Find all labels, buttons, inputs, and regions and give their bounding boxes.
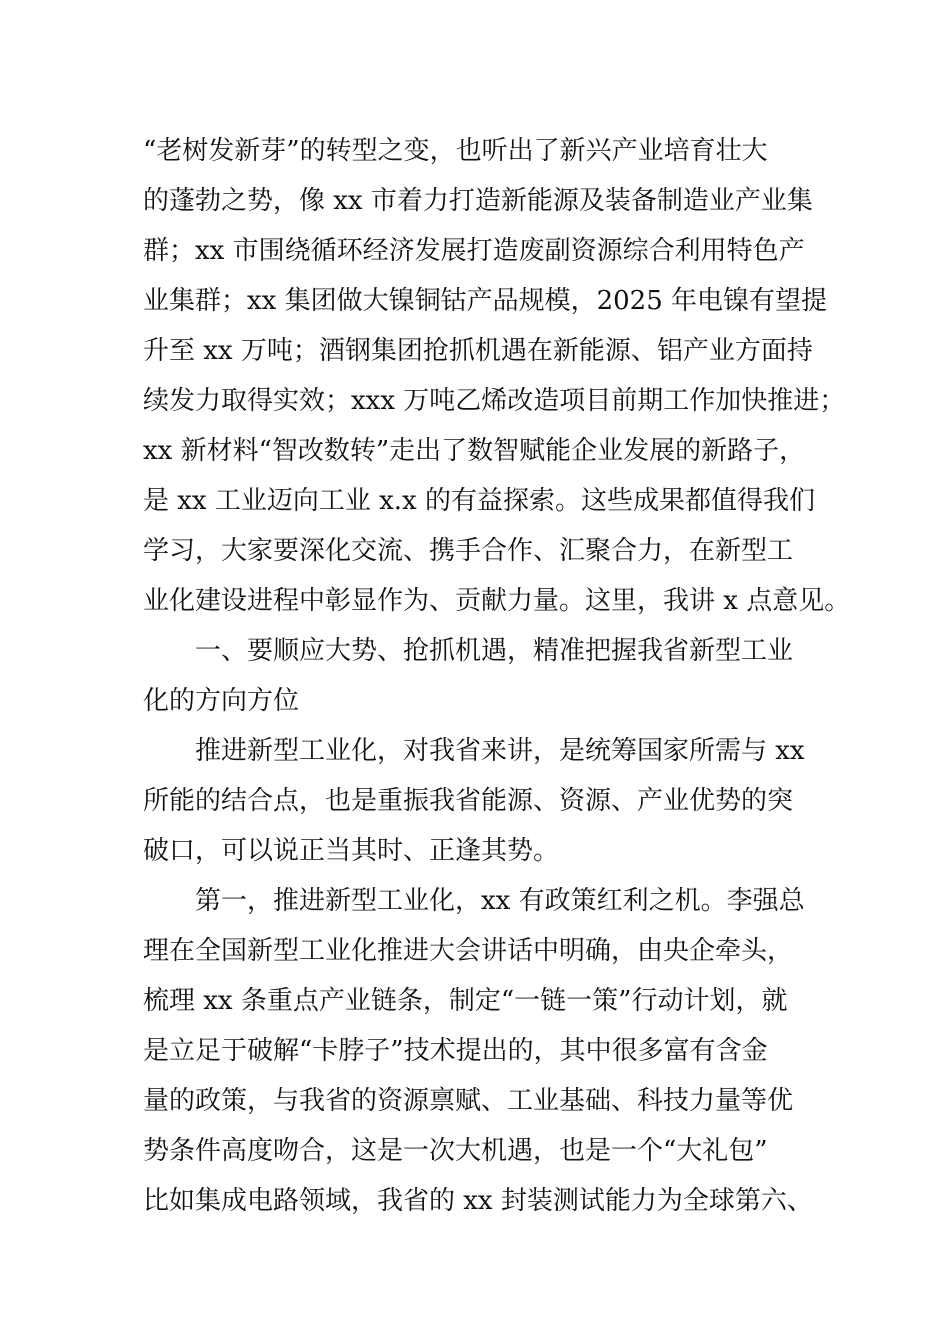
section-heading-continued: 化的方向方位	[143, 686, 300, 716]
text-line: xx 新材料“智改数转”走出了数智赋能企业发展的新路子，	[143, 436, 806, 466]
text-line: 量的政策，与我省的资源禀赋、工业基础、科技力量等优	[143, 1086, 794, 1116]
text-line: 比如集成电路领域，我省的 xx 封装测试能力为全球第六、	[143, 1186, 813, 1216]
text-line: 升至 xx 万吨；酒钢集团抢抓机遇在新能源、铝产业方面持	[143, 336, 813, 366]
text-line: 的蓬勃之势，像 xx 市着力打造新能源及装备制造业产业集	[143, 186, 813, 216]
text-line: 业化建设进程中彰显作为、贡献力量。这里，我讲 x 点意见。	[143, 586, 851, 616]
section-heading: 一、要顺应大势、抢抓机遇，精准把握我省新型工业	[195, 636, 794, 666]
document-body	[143, 126, 851, 1226]
text-line: 群；xx 市围绕循环经济发展打造废副资源综合利用特色产	[143, 236, 805, 266]
text-line: 推进新型工业化，对我省来讲，是统筹国家所需与 xx	[195, 736, 805, 766]
text-line: 续发力取得实效；xxx 万吨乙烯改造项目前期工作加快推进；	[143, 386, 846, 416]
text-line: 是立足于破解“卡脖子”技术提出的，其中很多富有含金	[143, 1036, 768, 1066]
text-line: 梳理 xx 条重点产业链条，制定“一链一策”行动计划，就	[143, 986, 788, 1016]
text-line: 破口，可以说正当其时、正逢其势。	[143, 836, 560, 866]
text-line: 是 xx 工业迈向工业 x.x 的有益探索。这些成果都值得我们	[143, 486, 815, 516]
text-line: 第一，推进新型工业化，xx 有政策红利之机。李强总	[195, 886, 805, 916]
text-line: 业集群；xx 集团做大镍铜钴产品规模，2025 年电镍有望提	[143, 286, 828, 316]
text-line: 所能的结合点，也是重振我省能源、资源、产业优势的突	[143, 786, 794, 816]
text-line: 势条件高度吻合，这是一次大机遇，也是一个“大礼包”	[143, 1136, 768, 1166]
text-line: 理在全国新型工业化推进大会讲话中明确，由央企牵头，	[143, 936, 794, 966]
text-line: “老树发新芽”的转型之变，也听出了新兴产业培育壮大	[143, 136, 768, 166]
text-line: 学习，大家要深化交流、携手合作、汇聚合力，在新型工	[143, 536, 794, 566]
